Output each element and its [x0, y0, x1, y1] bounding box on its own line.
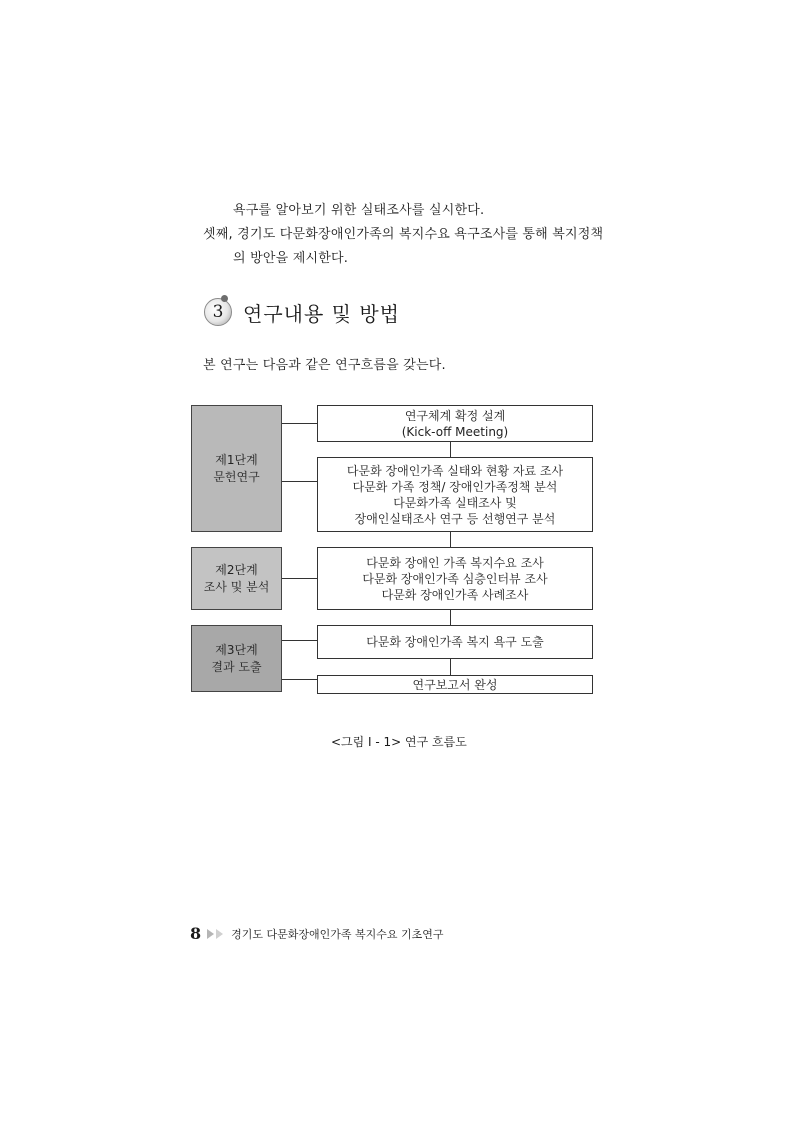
triangle-arrow-icon — [216, 929, 223, 939]
connector-line — [282, 578, 317, 579]
process-box-line: 다문화 가족 정책/ 장애인가족정책 분석 — [352, 479, 558, 494]
process-box-line: 다문화 장애인가족 실태와 현황 자료 조사 — [346, 463, 564, 478]
intro-line-2: 셋째, 경기도 다문화장애인가족의 복지수요 욕구조사를 통해 복지정책 — [203, 227, 604, 242]
stage-2-title: 제2단계 — [215, 562, 258, 577]
lead-sentence: 본 연구는 다음과 같은 연구흐름을 갖는다. — [203, 358, 446, 373]
stage-2-label: 조사 및 분석 — [203, 579, 270, 594]
process-box-line: 다문화 장애인 가족 복지수요 조사 — [366, 555, 544, 570]
process-box-line: 장애인실태조사 연구 등 선행연구 분석 — [354, 511, 556, 526]
connector-line — [282, 640, 317, 641]
stage-3-block — [191, 625, 282, 692]
connector-line — [450, 659, 451, 675]
process-box-report — [317, 675, 593, 694]
intro-line-3: 의 방안을 제시한다. — [233, 251, 349, 266]
connector-line — [282, 679, 317, 680]
process-box-line: 연구보고서 완성 — [412, 677, 498, 692]
process-box-line: 다문화 장애인가족 복지 욕구 도출 — [366, 635, 544, 649]
stage-3-title: 제3단계 — [215, 642, 258, 657]
section-number: 3 — [204, 298, 232, 326]
connector-line — [450, 610, 451, 625]
process-box-needs — [317, 625, 593, 659]
connector-line — [450, 532, 451, 547]
process-box-line: 다문화가족 실태조사 및 — [393, 495, 517, 510]
section-title: 연구내용 및 방법 — [243, 302, 400, 326]
process-box-line: 연구체계 확정 설계 — [404, 408, 506, 423]
connector-line — [282, 481, 317, 482]
page-footer — [190, 924, 444, 943]
running-title: 경기도 다문화장애인가족 복지수요 기초연구 — [231, 927, 444, 941]
process-box-line: 다문화 장애인가족 심층인터뷰 조사 — [362, 571, 548, 586]
page-number: 8 — [190, 924, 202, 943]
process-box-kickoff — [317, 405, 593, 442]
stage-2-block — [191, 547, 282, 610]
connector-line — [282, 423, 317, 424]
figure-caption: <그림 Ⅰ - 1> 연구 흐름도 — [331, 735, 467, 749]
process-box-literature — [317, 457, 593, 532]
stage-1-title: 제1단계 — [215, 452, 258, 467]
triangle-arrow-icon — [207, 929, 214, 939]
process-box-line: (Kick-off Meeting) — [401, 424, 509, 439]
connector-line — [450, 442, 451, 457]
stage-1-block — [191, 405, 282, 532]
intro-line-1: 욕구를 알아보기 위한 실태조사를 실시한다. — [233, 203, 485, 218]
stage-1-label: 문헌연구 — [213, 469, 260, 484]
process-box-survey — [317, 547, 593, 610]
process-box-line: 다문화 장애인가족 사례조사 — [381, 587, 529, 602]
stage-3-label: 결과 도출 — [211, 659, 262, 674]
